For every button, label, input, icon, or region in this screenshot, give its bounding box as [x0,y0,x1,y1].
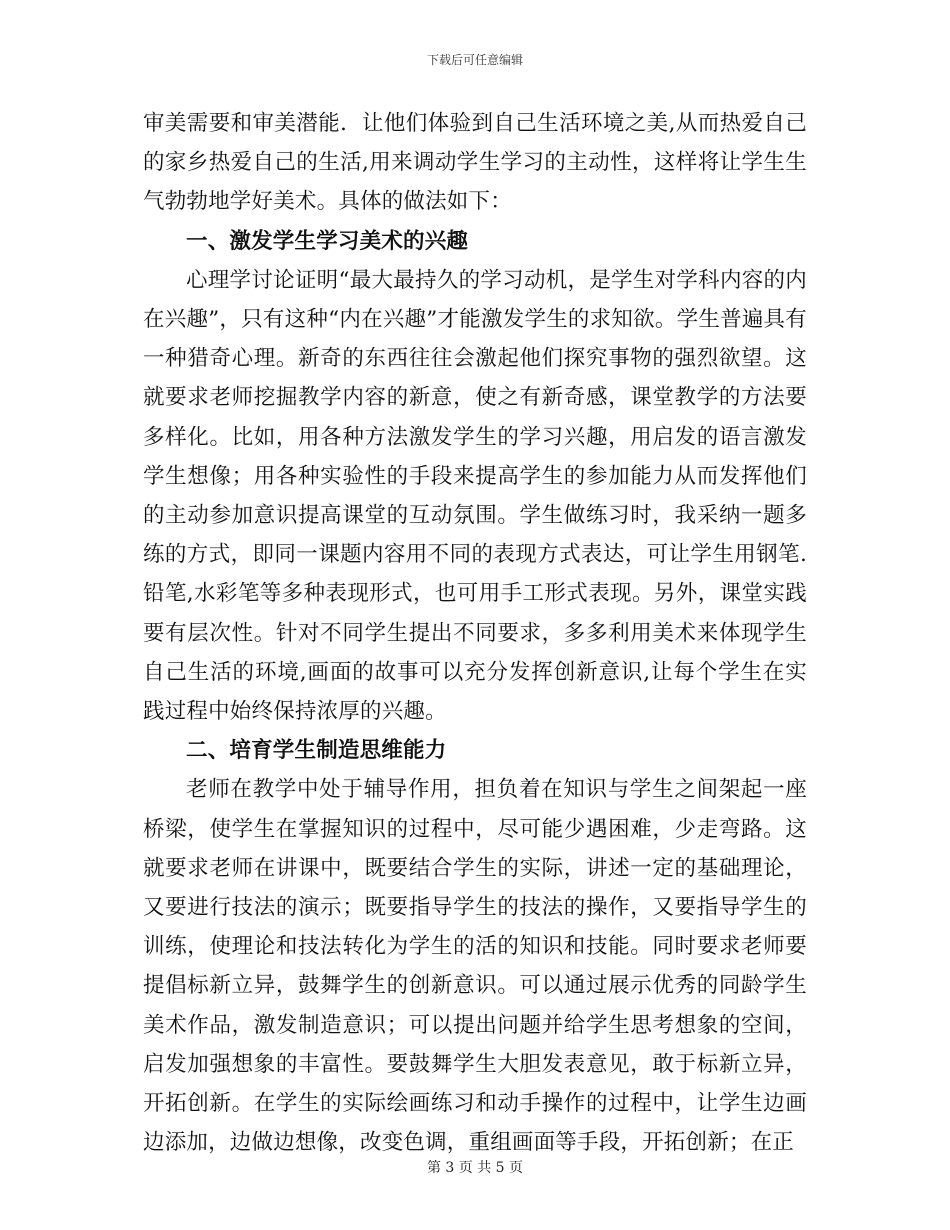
page-number-footer: 第 3 页 共 5 页 [426,1160,524,1176]
section-heading-2: 二、培育学生制造思维能力 [186,738,447,764]
page-header: 下载后可任意编辑 [426,53,523,67]
paragraph-interest: 心理学讨论证明“最大最持久的学习动机，是学生对学科内容的内在兴趣”，只有这种“内在兴趣”才能激发学生的求知欲。学生普遍具有一种猎奇心理。新奇的东西往往会激起他们探究事物的强烈欲望。这就要求老师挖掘教学内容的新意，使之有新奇感，课堂教学的方法要多样化。比如，用各种方法激发学生的学习兴趣，用启发的语言激发学生想像；用各种实验性的手段来提高学生的参加能力从而发挥他们的主动参加意识提高课堂的互动氛围。学生做练习时，我采纳一题多练的方式，即同一课题内容用不同的表现方式表达，可让学生用钢笔.铅笔,水彩笔等多种表现形式，也可用手工形式表现。另外，课堂实践要有层次性。针对不同学生提出不同要求，多多利用美术来体现学生自己生活的环境,画面的故事可以充分发挥创新意识,让每个学生在实践过程中始终保持浓厚的兴趣。 [143,267,807,725]
document-body [143,104,807,1162]
paragraph-continuation: 审美需要和审美潜能．让他们体验到自己生活环境之美,从而热爱自己的家乡热爱自己的生活,用来调动学生学习的主动性，这样将让学生生气勃勃地学好美术。具体的做法如下： [143,111,807,215]
paragraph-creativity: 老师在教学中处于辅导作用，担负着在知识与学生之间架起一座桥梁，使学生在掌握知识的过程中，尽可能少遇困难，少走弯路。这就要求老师在讲课中，既要结合学生的实际，讲述一定的基础理论，又要进行技法的演示；既要指导学生的技法的操作，又要指导学生的训练，使理论和技法转化为学生的活的知识和技能。同时要求老师要提倡标新立异，鼓舞学生的创新意识。可以通过展示优秀的同龄学生美术作品，激发制造意识；可以提出问题并给学生思考想象的空间，启发加强想象的丰富性。要鼓舞学生大胆发表意见，敢于标新立异，开拓创新。在学生的实际绘画练习和动手操作的过程中，让学生边画边添加，边做边想像，改变色调，重组画面等手段，开拓创新；在正 [143,777,807,1156]
section-heading-1: 一、激发学生学习美术的兴趣 [186,228,469,254]
